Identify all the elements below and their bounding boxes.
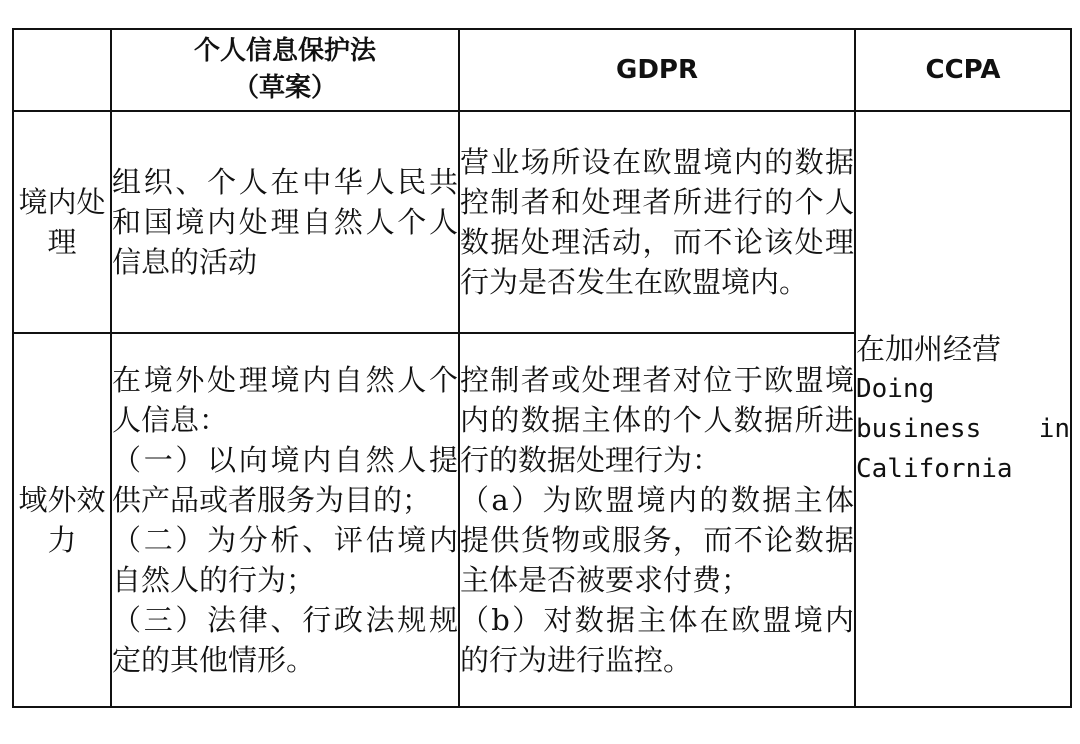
pipl-extraterritorial-cell: [111, 333, 459, 707]
ccpa-en-word-business: business: [856, 414, 982, 444]
gdpr-extraterritorial-cell: [459, 333, 855, 707]
pipl-domestic-cell: 组织、个人在中华人民共和国境内处理自然人个人信息的活动: [111, 111, 459, 333]
pipl-ext-item-2: （二）为分析、评估境内自然人的行为；: [112, 523, 458, 597]
ccpa-en-line2: [856, 409, 1070, 449]
ccpa-scope-cell: [855, 111, 1071, 707]
comparison-table: [12, 28, 1072, 708]
row-label-domestic: 境内处理: [13, 111, 111, 333]
pipl-ext-intro: 在境外处理境内自然人个人信息：: [112, 363, 458, 437]
gdpr-domestic-cell: 营业场所设在欧盟境内的数据控制者和处理者所进行的个人数据处理活动，而不论该处理行为是否发生在欧盟境内。: [459, 111, 855, 333]
gdpr-ext-item-b: （b）对数据主体在欧盟境内的行为进行监控。: [460, 603, 854, 677]
header-pipl-title: 个人信息保护法: [193, 36, 376, 66]
row-domestic-processing: [13, 111, 1071, 333]
header-ccpa: CCPA: [855, 29, 1071, 111]
row-label-extraterritorial: 域外效力: [13, 333, 111, 707]
header-pipl: [111, 29, 459, 111]
ccpa-en-line3: California: [856, 454, 1013, 484]
ccpa-en-line1: Doing: [856, 374, 935, 404]
pipl-ext-item-3: （三）法律、行政法规规定的其他情形。: [112, 603, 458, 677]
header-gdpr: GDPR: [459, 29, 855, 111]
header-blank-cell: [13, 29, 111, 111]
gdpr-ext-intro: 控制者或处理者对位于欧盟境内的数据主体的个人数据所进行的数据处理行为：: [460, 363, 854, 477]
ccpa-cn-text: 在加州经营: [856, 332, 1002, 366]
pipl-ext-item-1: （一）以向境内自然人提供产品或者服务为目的；: [112, 443, 458, 517]
header-row: [13, 29, 1071, 111]
ccpa-en-word-in: in: [1038, 414, 1070, 444]
gdpr-ext-item-a: （a）为欧盟境内的数据主体提供货物或服务，而不论数据主体是否被要求付费；: [460, 483, 854, 597]
header-pipl-subtitle: （草案）: [232, 73, 337, 103]
